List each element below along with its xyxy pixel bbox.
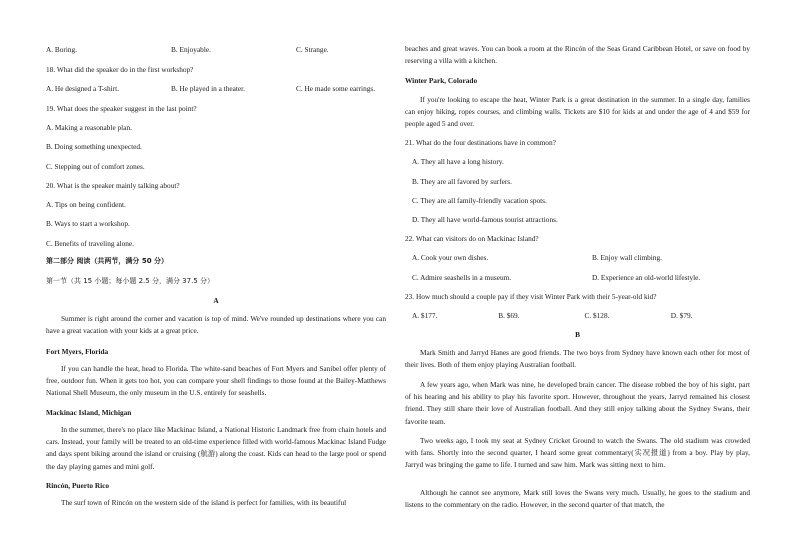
q23-option-b: B. $69.: [498, 311, 520, 320]
q22-option-d: D. Experience an old-world lifestyle.: [592, 272, 701, 282]
fort-myers-text: If you can handle the heat, head to Florida. The white-sand beaches of Fort Myers and Sanibel offer plenty of free, outdoor fun. When it gets too hot, you can compare your shell findings to those found at the Bailey-Matthews National Shell Museum, the only museum in the U.S. entirely for seashells.: [46, 364, 386, 398]
q18-option-b: B. He played in a theater.: [171, 84, 245, 93]
q21-option-b: B. They are all favored by surfers.: [412, 176, 512, 186]
passage-b-para-3: Two weeks ago, I took my seat at Sydney Cricket Ground to watch the Swans. The old stadium was crowded with fans. Shortly into the second quarter, I heard some great commentary(实况报道) from a boy. Play by play, Jarryd was bringing the game to life. I turned and saw him. Mark was sitting next to him.: [405, 436, 750, 470]
q21-option-a: A. They all have a long history.: [412, 157, 504, 166]
rincon-title: Rincón, Puerto Rico: [46, 481, 110, 490]
q20-option-c: C. Benefits of traveling alone.: [46, 238, 134, 248]
q19-question: 19. What does the speaker suggest in the last point?: [46, 103, 197, 113]
q18-question: 18. What did the speaker do in the first workshop?: [46, 64, 194, 74]
passage-b-label: B: [575, 330, 580, 339]
passage-a-label: A: [213, 296, 219, 305]
winter-park-title: Winter Park, Colorado: [405, 76, 478, 85]
q17-option-c: C. Strange.: [296, 45, 329, 54]
q22-option-a: A. Cook your own dishes.: [412, 253, 489, 262]
q17-option-b: B. Enjoyable.: [171, 45, 211, 54]
q17-options: [46, 45, 386, 54]
section-one-heading: 第一节（共 15 小题；每小题 2.5 分，满分 37.5 分）: [46, 276, 214, 285]
q23-option-a: A. $177.: [412, 311, 438, 320]
fort-myers-title: Fort Myers, Florida: [46, 347, 109, 356]
passage-b-para-1: Mark Smith and Jarryd Hanes are good friends. The two boys from Sydney have known each other for most of their lives. Both of them enjoy playing Australian football.: [405, 348, 750, 370]
q23-options: [405, 311, 757, 320]
q20-option-b: B. Ways to start a workshop.: [46, 219, 130, 228]
winter-park-text: If you're looking to escape the heat, Winter Park is a great destination in the summer. In a single day, families can enjoy hiking, ropes courses, and climbing walls. Tickets are $10 for kids at and under the age of 4 and $59 for people aged 5 and over.: [405, 95, 750, 129]
mackinac-text: In the summer, there's no place like Mackinac Island, a National Historic Landmark free from chain hotels and cars. Instead, your family will be treated to an old-time experience filled with world-famous Mackinac Island Fudge and days spent biking around the island or cruising (航游) along the coast. Kids can head to the large pool or spend the day playing games and mini golf.: [46, 425, 386, 471]
passage-a-intro: Summer is right around the corner and vacation is top of mind. We've rounded up destinations where you can have a great vacation with your kids at a great price.: [46, 314, 386, 336]
mackinac-title: Mackinac Island, Michigan: [46, 408, 132, 417]
q22-options-row2: [405, 273, 757, 282]
rincon-text-continued: beaches and great waves. You can book a room at the Rincón of the Seas Grand Caribbean Hotel, or save on food by reserving a villa with a kitchen.: [405, 44, 750, 66]
q19-option-a: A. Making a reasonable plan.: [46, 123, 132, 132]
passage-b-para-2: A few years ago, when Mark was nine, he developed brain cancer. The disease robbed the boy of his sight, part of his hearing and his ability to play his favorite sport. However, throughout the years, Jarryd remained his closest friend. They still share their love of Australian football. And they still enjoy talking about the Sydney Swans, their favorite team.: [405, 380, 750, 426]
q20-option-a: A. Tips on being confident.: [46, 200, 126, 209]
q19-option-c: C. Stepping out of comfort zones.: [46, 161, 145, 171]
q21-question: 21. What do the four destinations have in common?: [405, 138, 556, 147]
q19-option-b: B. Doing something unexpected.: [46, 142, 142, 151]
q22-options-row1: [405, 253, 757, 262]
part-two-heading: 第二部分 阅读（共两节，满分 50 分）: [46, 257, 169, 265]
q18-option-a: A. He designed a T-shirt.: [46, 84, 119, 93]
q18-options: [46, 84, 386, 93]
q22-question: 22. What can visitors do on Mackinac Island?: [405, 234, 539, 243]
q18-option-c: C. He made some earrings.: [296, 84, 376, 93]
q20-question: 20. What is the speaker mainly talking about?: [46, 180, 180, 190]
rincon-text: The surf town of Rincón on the western side of the island is perfect for families, with its beautiful: [61, 498, 347, 507]
q23-question: 23. How much should a couple pay if they visit Winter Park with their 5-year-old kid?: [405, 292, 657, 301]
q23-option-d: D. $79.: [670, 311, 693, 320]
passage-b-para-4: Although he cannot see anymore, Mark still loves the Swans very much. Usually, he goes to the stadium and listens to the commentary on the radio. However, in the second quarter of that match, the: [405, 488, 750, 510]
q22-option-c: C. Admire seashells in a museum.: [412, 272, 512, 282]
q22-option-b: B. Enjoy wall climbing.: [592, 253, 662, 262]
q17-option-a: A. Boring.: [46, 45, 78, 54]
q21-option-c: C. They are all family-friendly vacation spots.: [412, 195, 547, 205]
q23-option-c: C. $128.: [584, 311, 610, 320]
q21-option-d: D. They all have world-famous tourist attractions.: [412, 214, 558, 224]
